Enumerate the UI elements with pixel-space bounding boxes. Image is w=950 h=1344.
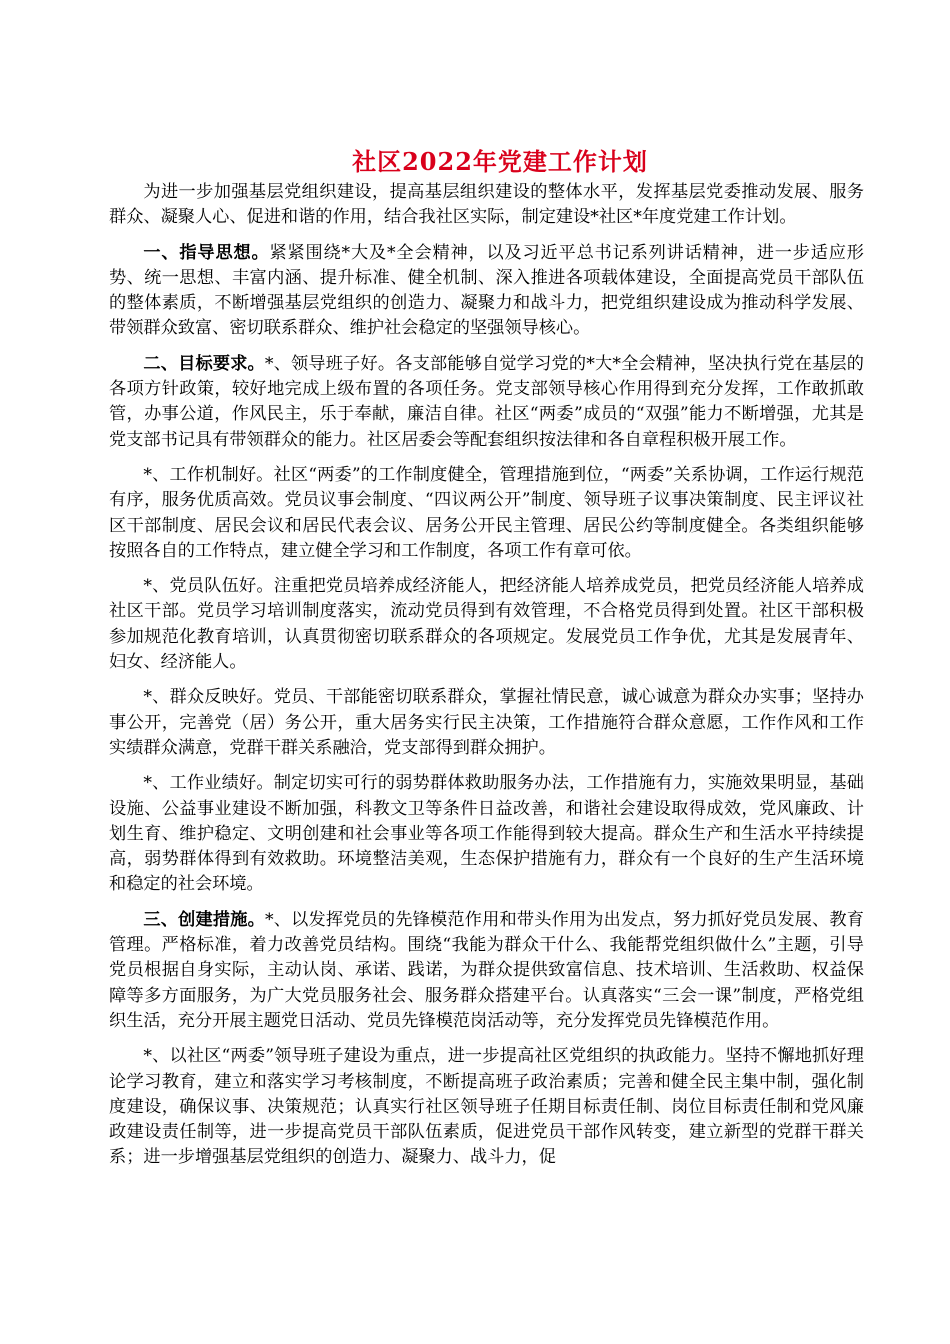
- paragraph-leadership: [109, 1044, 864, 1170]
- paragraph-text: *、工作业绩好。制定切实可行的弱势群体救助服务办法，工作措施有力，实施效果明显，基础设施、公益事业建设不断加强，科教文卫等条件日益改善，和谐社会建设取得成效，党风廉政、计划生育、维护稳定、文明创建和社会事业等各项工作能得到较大提高。群众生产和生活水平持续提高，弱势群体得到有效救助。环境整洁美观，生态保护措施有力，群众有一个良好的生产生活环境和稳定的社会环境。: [109, 773, 864, 895]
- section-heading: 三、创建措施。: [143, 909, 265, 930]
- section-heading: 一、指导思想。: [143, 242, 270, 263]
- paragraph-text: 为进一步加强基层党组织建设，提高基层组织建设的整体水平，发挥基层党委推动发展、服务群众、凝聚人心、促进和谐的作用，结合我社区实际，制定建设*社区*年度党建工作计划。: [109, 182, 864, 228]
- document-title: 社区2022年党建工作计划: [352, 147, 648, 176]
- paragraph-text: *、以发挥党员的先锋模范作用和带头作用为出发点，努力抓好党员发展、教育管理。严格标准，着力改善党员结构。围绕“我能为群众干什么、我能帮党组织做什么”主题，引导党员根据自身实际，主动认岗、承诺、践诺，为群众提供致富信息、技术培训、生活救助、权益保障等多方面服务，为广大党员服务社会、服务群众搭建平台。认真落实“三会一课”制度，严格党组织生活，充分开展主题党日活动、党员先锋模范岗活动等，充分发挥党员先锋模范作用。: [109, 909, 864, 1031]
- document-body: [109, 180, 864, 1181]
- paragraph-work-performance: [109, 771, 864, 897]
- paragraph-goals: [109, 352, 864, 453]
- paragraph-text: *、工作机制好。社区“两委”的工作制度健全，管理措施到位，“两委”关系协调，工作运行规范有序，服务优质高效。党员议事会制度、“四议两公开”制度、领导班子议事决策制度、民主评议社区干部制度、居民会议和居民代表会议、居务公开民主管理、居民公约等制度健全。各类组织能够按照各自的工作特点，建立健全学习和工作制度，各项工作有章可依。: [109, 464, 864, 561]
- paragraph-text: 紧紧围绕*大及*全会精神，以及习近平总书记系列讲话精神，进一步适应形势、统一思想、丰富内涵、提升标准、健全机制、深入推进各项载体建设，全面提高党员干部队伍的整体素质，不断增强基层党组织的创造力、凝聚力和战斗力，把党组织建设成为推动科学发展、带领群众致富、密切联系群众、维护社会稳定的坚强领导核心。: [109, 242, 864, 339]
- paragraph-text: *、以社区“两委”领导班子建设为重点，进一步提高社区党组织的执政能力。坚持不懈地抓好理论学习教育，建立和落实学习考核制度，不断提高班子政治素质；完善和健全民主集中制，强化制度建设，确保议事、决策规范；认真实行社区领导班子任期目标责任制、岗位目标责任制和党风廉政建设责任制等，进一步提高党员干部队伍素质，促进党员干部作风转变，建立新型的党群干群关系；进一步增强基层党组织的创造力、凝聚力、战斗力，促: [109, 1046, 864, 1168]
- paragraph-work-mechanism: [109, 463, 864, 564]
- paragraph-text: *、群众反映好。党员、干部能密切联系群众，掌握社情民意，诚心诚意为群众办实事；坚持办事公开，完善党（居）务公开，重大居务实行民主决策，工作措施符合群众意愿，工作作风和工作实绩群众满意，党群干群关系融洽，党支部得到群众拥护。: [109, 687, 864, 758]
- paragraph-public-feedback: [109, 685, 864, 761]
- paragraph-guiding-ideology: [109, 241, 864, 342]
- paragraph-intro: [109, 180, 864, 231]
- paragraph-text: *、党员队伍好。注重把党员培养成经济能人，把经济能人培养成党员，把党员经济能人培养成社区干部。党员学习培训制度落实，流动党员得到有效管理，不合格党员得到处置。社区干部积极参加规范化教育培训，认真贯彻密切联系群众的各项规定。发展党员工作争优，尤其是发展青年、妇女、经济能人。: [109, 576, 864, 673]
- paragraph-text: *、领导班子好。各支部能够自觉学习党的*大*全会精神，坚决执行党在基层的各项方针政策，较好地完成上级布置的各项任务。党支部领导核心作用得到充分发挥，工作敢抓敢管，办事公道，作风民主，乐于奉献，廉洁自律。社区“两委”成员的“双强”能力不断增强，尤其是党支部书记具有带领群众的能力。社区居委会等配套组织按法律和各自章程积极开展工作。: [109, 353, 864, 450]
- paragraph-party-members: [109, 574, 864, 675]
- section-heading: 二、目标要求。: [143, 353, 265, 374]
- paragraph-measures: [109, 908, 864, 1034]
